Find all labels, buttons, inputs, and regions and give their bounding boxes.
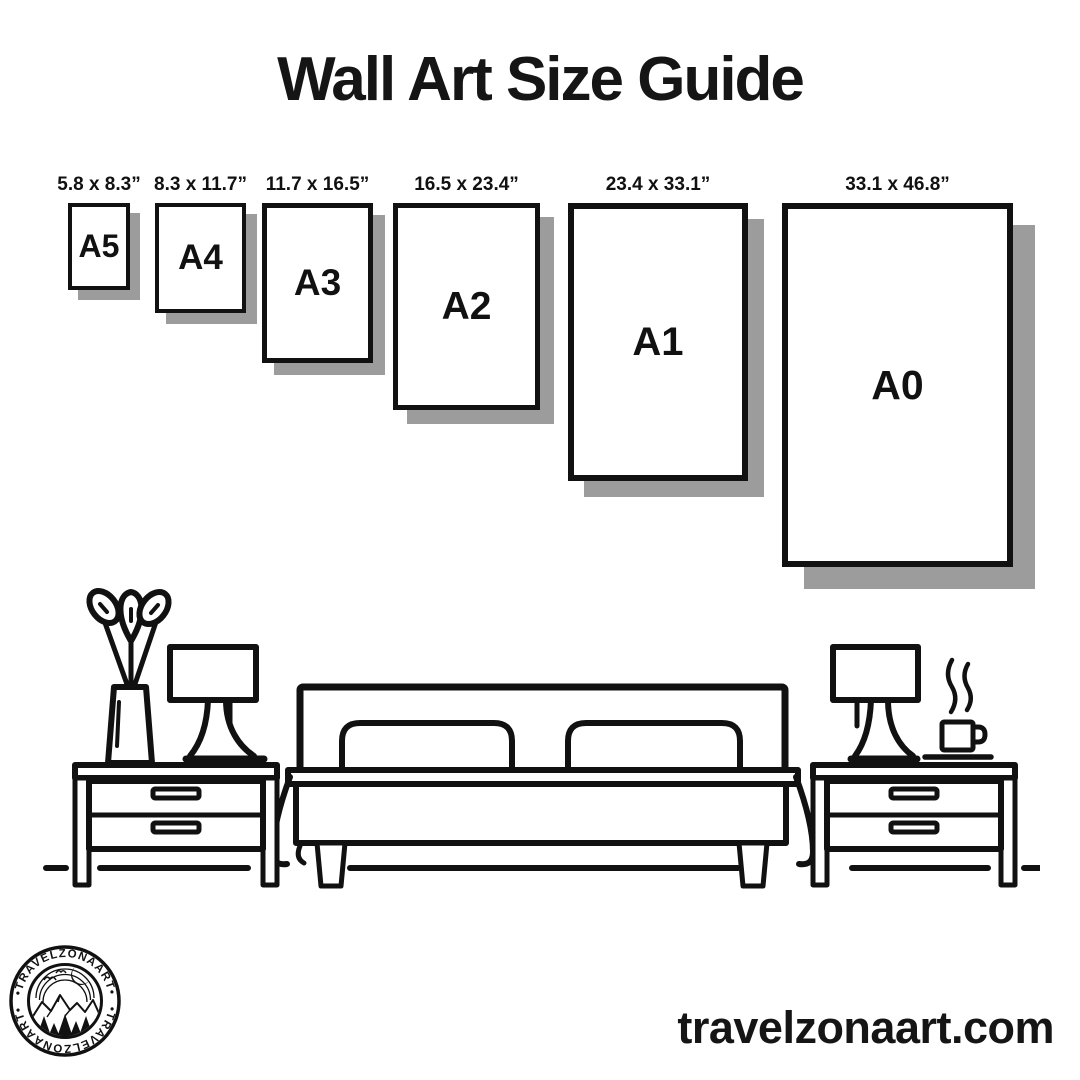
paper-a4	[155, 203, 246, 313]
paper-a0	[782, 203, 1013, 567]
pillow-icon	[342, 723, 512, 772]
paper-a5	[68, 203, 130, 290]
drawer-handle	[891, 823, 937, 832]
size-frame-a0	[782, 174, 1013, 567]
vase-icon	[108, 687, 152, 763]
size-code-label: A3	[293, 262, 342, 303]
size-dimensions-label: 8.3 x 11.7”	[154, 174, 247, 195]
logo-text-top: •TRAVELZONAART•	[12, 947, 118, 997]
website-url: travelzonaart.com	[677, 1002, 1054, 1053]
drawer-handle	[153, 789, 199, 798]
lamp-left-icon	[170, 647, 264, 759]
paper-a3	[262, 203, 373, 363]
size-dimensions-label: 23.4 x 33.1”	[605, 174, 711, 195]
bedroom-illustration	[40, 580, 1040, 910]
size-code-label: A2	[441, 284, 492, 328]
size-code-label: A4	[178, 238, 223, 277]
lamp-right-icon	[833, 647, 918, 759]
size-frame-a4	[154, 174, 247, 313]
logo-text-bottom: •TRAVELZONAART•	[12, 1005, 118, 1055]
brand-logo	[4, 940, 126, 1062]
plant-icon	[83, 585, 174, 763]
steam-icon	[965, 664, 971, 710]
paper-a2	[393, 203, 540, 410]
size-dimensions-label: 16.5 x 23.4”	[414, 174, 519, 195]
size-frame-a3	[262, 174, 373, 363]
size-dimensions-label: 11.7 x 16.5”	[265, 174, 370, 195]
size-code-label: A5	[78, 228, 120, 264]
coffee-cup-icon	[925, 660, 991, 757]
bed-icon	[273, 687, 813, 886]
pillow-icon	[568, 723, 740, 772]
drawer-handle	[891, 789, 937, 798]
drawer-handle	[153, 823, 199, 832]
paper-a1	[568, 203, 748, 481]
size-code-label: A1	[632, 319, 684, 364]
size-frame-a2	[393, 174, 540, 410]
size-frame-a1	[568, 174, 748, 481]
size-dimensions-label: 5.8 x 8.3”	[57, 174, 141, 195]
size-code-label: A0	[871, 361, 924, 408]
size-dimensions-label: 33.1 x 46.8”	[845, 174, 950, 195]
page-title: Wall Art Size Guide	[277, 45, 803, 114]
blanket-drape	[796, 777, 813, 864]
size-frame-a5	[57, 174, 141, 290]
steam-icon	[948, 660, 955, 712]
